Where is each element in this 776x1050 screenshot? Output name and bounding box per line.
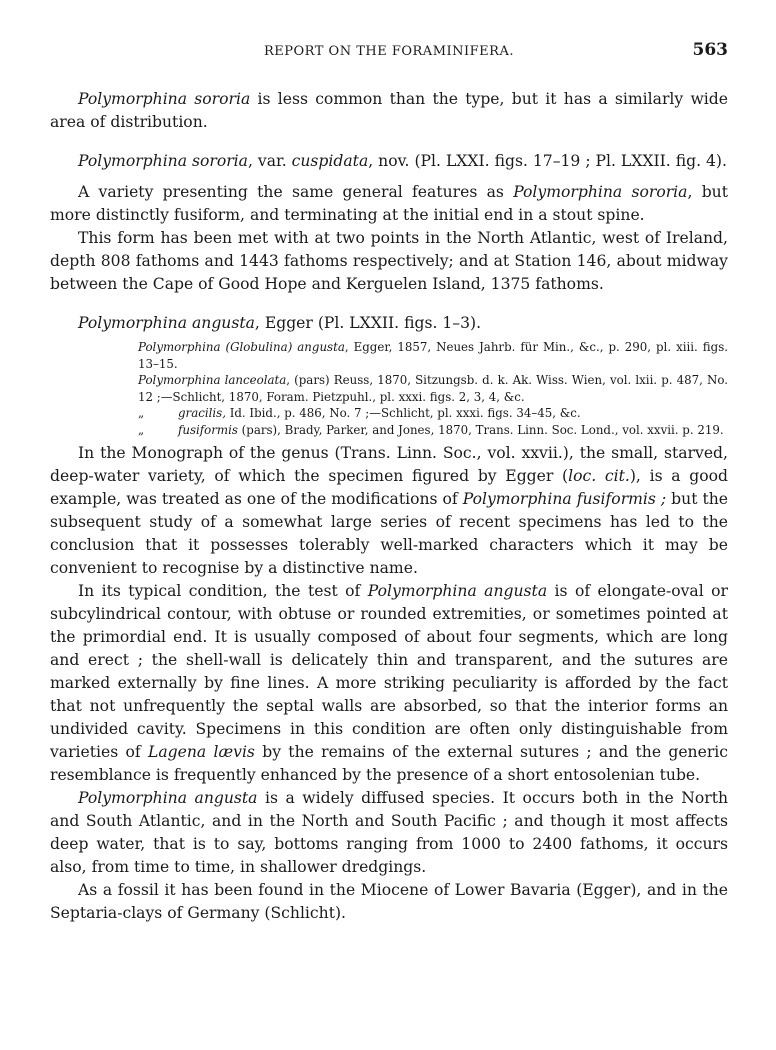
paragraph-text: by the remains of the external sutures ; and the generic resemblance is frequently enhanced by the presence of a short entosolenian tube.: [50, 743, 728, 784]
paragraph-text: In its typical condition, the test of: [78, 582, 368, 600]
paragraph-angusta-monograph: [50, 442, 728, 580]
ditto-mark: „: [138, 422, 145, 437]
page: [50, 40, 728, 925]
running-head: REPORT ON THE FORAMINIFERA.: [264, 44, 514, 59]
synonym-name: fusiformis: [178, 422, 238, 437]
synonym-name: Polymorphina lanceolata: [138, 373, 287, 387]
paragraph-sororia-distribution: [50, 88, 728, 134]
synonym-reference: (pars), Brady, Parker, and Jones, 1870, Trans. Linn. Soc. Lond., vol. xxvii. p. 219.: [237, 422, 724, 437]
synonymy-entry: [138, 372, 728, 405]
heading-text: , var.: [247, 152, 292, 170]
paragraph-text: , but more distinctly fusiform, and terminating at the initial end in a stout spine.: [50, 183, 728, 224]
citation: loc. cit.: [568, 467, 630, 485]
species-heading-cuspidata: [50, 150, 728, 173]
paragraph-text: In the Monograph of the genus (Trans. Linn. Soc., vol. xxvii.), the small, starved, deep-water variety, of which the specimen figured by Egger (: [50, 444, 728, 485]
synonymy-entry: [138, 405, 728, 422]
species-name: Polymorphina sororia: [78, 90, 251, 108]
paragraph-cuspidata-locality: This form has been met with at two points in the North Atlantic, west of Ireland, depth 808 fathoms and 1443 fathoms respectively; and at Station 146, about midway between the Cape of Good Hope and Kerguelen Island, 1375 fathoms.: [50, 229, 728, 293]
synonym-reference: Id. Ibid., p. 486, No. 7 ;—Schlicht, pl. xxxi. figs. 34–45, &c.: [229, 406, 581, 420]
synonymy-list: [50, 339, 728, 438]
species-name: Lagena lævis: [148, 743, 255, 761]
species-name: Polymorphina fusiformis ;: [462, 490, 667, 508]
paragraph-angusta-distribution: [50, 787, 728, 879]
heading-text: , Egger (Pl. LXXII. figs. 1–3).: [254, 314, 482, 332]
species-name: Polymorphina angusta: [78, 789, 258, 807]
species-heading-angusta: [50, 312, 728, 335]
page-number: 563: [692, 40, 728, 60]
paragraph-text: ), is a good example, was treated as one of the modifications of: [50, 467, 728, 508]
ditto-mark: „: [138, 406, 145, 420]
species-name: Polymorphina sororia: [513, 183, 688, 201]
synonym-reference: , Egger, 1857, Neues Jahrb. für Min., &c., p. 290, pl. xiii. figs. 13–15.: [138, 340, 728, 371]
paragraph-text: is of elongate-oval or subcylindrical contour, with obtuse or rounded extremities, or sometimes pointed at the primordial end. It is usually composed of about four segments, which are long and erect ; the shell-wall is delicately thin and transparent, and the sutures are marked externally by fine lines. A more striking peculiarity is afforded by the fact that not unfrequently the septal walls are absorbed, so that the interior forms an undivided cavity. Specimens in this condition are often only distinguishable from varieties of: [50, 582, 728, 761]
synonymy-entry: [138, 339, 728, 372]
species-name: Polymorphina sororia: [78, 152, 248, 170]
species-name: Polymorphina angusta: [78, 314, 255, 332]
paragraph-text: is less common than the type, but it has a similarly wide area of distribution.: [50, 90, 728, 131]
page-header: [50, 40, 728, 66]
synonym-name: Polymorphina (Globulina) angusta: [138, 340, 345, 354]
paragraph-text: A variety presenting the same general features as: [78, 183, 514, 201]
paragraph-text: is a widely diffused species. It occurs both in the North and South Atlantic, and in the North and South Pacific ; and though it most affects deep water, that is to say, bottoms ranging from 1000 to 2400 fathoms, it occurs also, from time to time, in shallower dredgings.: [50, 789, 729, 876]
paragraph-angusta-description: [50, 580, 728, 787]
synonym-reference: , (pars) Reuss, 1870, Sitzungsb. d. k. Ak. Wiss. Wien, vol. lxii. p. 487, No. 12 ;—Schlicht, 1870, Foram. Pietzpuhl., pl. xxxi. figs. 2, 3, 4, &c.: [138, 373, 728, 404]
synonymy-entry: [138, 422, 728, 439]
paragraph-cuspidata-description: [50, 181, 728, 227]
heading-text: , nov. (Pl. LXXI. figs. 17–19 ; Pl. LXXII. fig. 4).: [368, 152, 727, 170]
variety-name: cuspidata: [291, 152, 369, 170]
species-name: Polymorphina angusta: [367, 582, 548, 600]
paragraph-text: but the subsequent study of a somewhat large series of recent specimens has led to the conclusion that it possesses tolerably well-marked characters which it may be convenient to recognise by a distinctive name.: [50, 490, 729, 577]
paragraph-angusta-fossil: As a fossil it has been found in the Miocene of Lower Bavaria (Egger), and in the Septaria-clays of Germany (Schlicht).: [50, 881, 728, 922]
synonym-name: gracilis,: [178, 406, 226, 420]
